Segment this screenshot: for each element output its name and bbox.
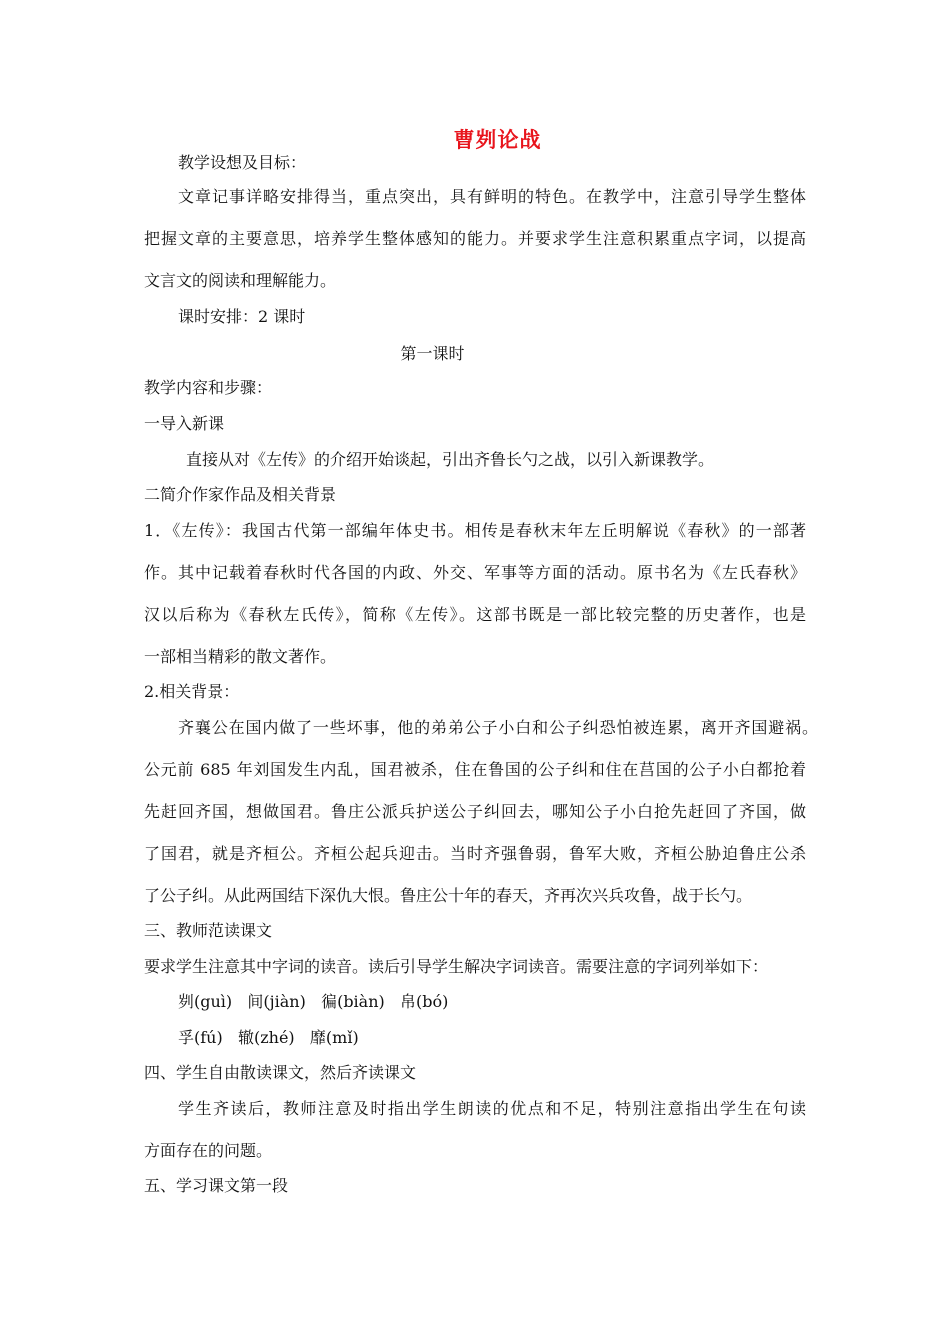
section-1-text: 直接从对《左传》的介绍开始谈起，引出齐鲁长勺之战，以引入新课教学。 xyxy=(186,450,715,469)
section-4-line-2: 方面存在的问题。 xyxy=(144,1141,273,1160)
section-3-words-line-2: 孚(fú) 辙(zhé) 靡(mǐ) xyxy=(178,1028,359,1047)
goals-heading: 教学设想及目标： xyxy=(178,153,307,172)
document-title: 曹刿论战 xyxy=(453,127,542,152)
section-2-para-2-line-4: 了国君，就是齐桓公。齐桓公起兵迎击。当时齐强鲁弱，鲁军大败，齐桓公胁迫鲁庄公杀 xyxy=(144,844,806,863)
goals-line-3: 文言文的阅读和理解能力。 xyxy=(144,271,337,290)
lesson-heading: 第一课时 xyxy=(400,344,465,363)
section-3-words-line-1: 刿(guì) 间(jiàn) 徧(biàn) 帛(bó) xyxy=(178,992,449,1011)
section-2-para-2-heading: 2.相关背景： xyxy=(144,682,240,701)
section-3-heading: 三、教师范读课文 xyxy=(144,921,273,940)
section-2-para-2-line-3: 先赶回齐国，想做国君。鲁庄公派兵护送公子纠回去，哪知公子小白抢先赶回了齐国，做 xyxy=(144,802,806,821)
section-2-para-2-line-1: 齐襄公在国内做了一些坏事，他的弟弟公子小白和公子纠恐怕被连累，离开齐国避祸。 xyxy=(178,718,818,737)
section-2-para-1-line-3: 汉以后称为《春秋左氏传》，简称《左传》。这部书既是一部比较完整的历史著作，也是 xyxy=(144,605,806,624)
section-2-heading: 二简介作家作品及相关背景 xyxy=(144,485,337,504)
section-2-para-2-line-5: 了公子纠。从此两国结下深仇大恨。鲁庄公十年的春天，齐再次兴兵攻鲁，战于长勺。 xyxy=(144,886,753,905)
goals-line-1: 文章记事详略安排得当，重点突出，具有鲜明的特色。在教学中，注意引导学生整体 xyxy=(178,187,806,206)
section-2-para-1-line-2: 作。其中记载着春秋时代各国的内政、外交、军事等方面的活动。原书名为《左氏春秋》 xyxy=(144,563,806,582)
section-2-para-1-line-4: 一部相当精彩的散文著作。 xyxy=(144,647,337,666)
content-heading: 教学内容和步骤： xyxy=(144,378,273,397)
section-4-heading: 四、学生自由散读课文，然后齐读课文 xyxy=(144,1063,417,1082)
section-3-text: 要求学生注意其中字词的读音。读后引导学生解决字词读音。需要注意的字词列举如下： xyxy=(144,957,769,976)
section-1-heading: 一导入新课 xyxy=(144,414,225,433)
section-5-heading: 五、学习课文第一段 xyxy=(144,1176,289,1195)
goals-line-2: 把握文章的主要意思，培养学生整体感知的能力。并要求学生注意积累重点字词，以提高 xyxy=(144,229,806,248)
section-4-line-1: 学生齐读后，教师注意及时指出学生朗读的优点和不足，特别注意指出学生在句读 xyxy=(178,1099,806,1118)
section-2-para-1-line-1: 1．《左传》：我国古代第一部编年体史书。相传是春秋末年左丘明解说《春秋》的一部著 xyxy=(144,521,806,540)
schedule: 课时安排：2 课时 xyxy=(178,307,306,326)
section-2-para-2-line-2: 公元前 685 年刘国发生内乱，国君被杀，住在鲁国的公子纠和住在莒国的公子小白都抢着 xyxy=(144,760,806,779)
